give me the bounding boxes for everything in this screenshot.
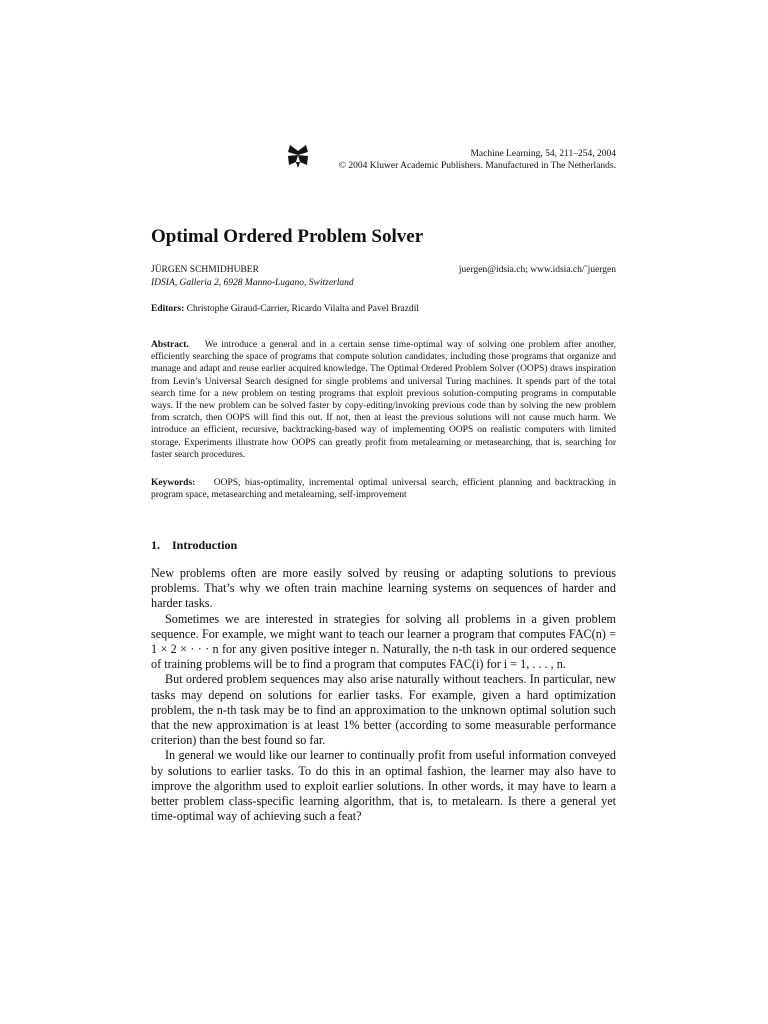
journal-header bbox=[339, 148, 616, 172]
abstract bbox=[151, 339, 616, 461]
paragraph: New problems often are more easily solved by reusing or adapting solutions to previous problems. That’s why we often train machine learning systems on sequences of harder and harder tasks. bbox=[151, 566, 616, 611]
paragraph: But ordered problem sequences may also arise naturally without teachers. In particular, new tasks may depend on solutions for earlier tasks. For example, given a hard optimization problem, the n-th task may be to find an approximation to the unknown optimal solution such that the new approximation is at least 1% better (according to some measurable performance criterion) than the best found so far. bbox=[151, 672, 616, 748]
editors-line bbox=[151, 304, 419, 314]
editors-label: Editors: bbox=[151, 304, 185, 314]
paragraph: In general we would like our learner to continually profit from useful information conveyed by solutions to earlier tasks. To do this in an optimal fashion, the learner may also have to improve the algorithm used to exploit earlier solutions. In other words, it may have to learn a better problem class-specific learning algorithm, that is, to metalearn. Is there a general yet time-optimal way of achieving such a feat? bbox=[151, 748, 616, 824]
author-name: JÜRGEN SCHMIDHUBER bbox=[151, 265, 259, 275]
abstract-label: Abstract. bbox=[151, 340, 189, 350]
copyright-line: © 2004 Kluwer Academic Publishers. Manufactured in The Netherlands. bbox=[338, 161, 616, 171]
keywords-label: Keywords: bbox=[151, 478, 196, 488]
author-affiliation: IDSIA, Galleria 2, 6928 Manno-Lugano, Switzerland bbox=[151, 278, 354, 288]
author-contact: juergen@idsia.ch; www.idsia.ch/˜juergen bbox=[458, 265, 616, 275]
journal-citation: Machine Learning, 54, 211–254, 2004 bbox=[470, 149, 616, 159]
keywords bbox=[151, 477, 616, 501]
body-text bbox=[151, 566, 616, 824]
paper-title: Optimal Ordered Problem Solver bbox=[151, 226, 424, 247]
abstract-text: We introduce a general and in a certain sense time-optimal way of solving one problem after another, efficiently searching the space of programs that compute solution candidates, including those programs that organize and manage and adapt and reuse earlier acquired knowledge. The Optimal Ordered Problem Solver (OOPS) draws inspiration from Levin’s Universal Search designed for single problems and universal Turing machines. It spends part of the total search time for a new problem on testing programs that exploit previous solution-computing programs in computable ways. If the new problem can be solved faster by copy-editing/invoking previous code than by solving the new problem from scratch, then OOPS will find this out. If not, then at least the previous solutions will not cause much harm. We introduce an efficient, recursive, backtracking-based way of implementing OOPS on realistic computers with limited storage. Experiments illustrate how OOPS can greatly profit from metalearning or metasearching, that is, searching for faster search procedures. bbox=[151, 340, 616, 460]
section-heading bbox=[151, 538, 237, 553]
kluwer-logo-icon bbox=[286, 143, 310, 169]
section-number: 1. bbox=[151, 538, 160, 552]
paragraph: Sometimes we are interested in strategies for solving all problems in a given problem sequence. For example, we might want to teach our learner a program that computes FAC(n) = 1 × 2 × · · · n for any given positive integer n. Naturally, the n-th task in our ordered sequence of training problems will be to find a program that computes FAC(i) for i = 1, . . . , n. bbox=[151, 611, 616, 672]
editors-names: Christophe Giraud-Carrier, Ricardo Vilalta and Pavel Brazdil bbox=[186, 304, 419, 314]
section-title: Introduction bbox=[172, 538, 238, 552]
publisher-logo bbox=[286, 143, 310, 174]
keywords-text: OOPS, bias-optimality, incremental optimal universal search, efficient planning and backtracking in program space, metasearching and metalearning, self-improvement bbox=[151, 478, 616, 501]
